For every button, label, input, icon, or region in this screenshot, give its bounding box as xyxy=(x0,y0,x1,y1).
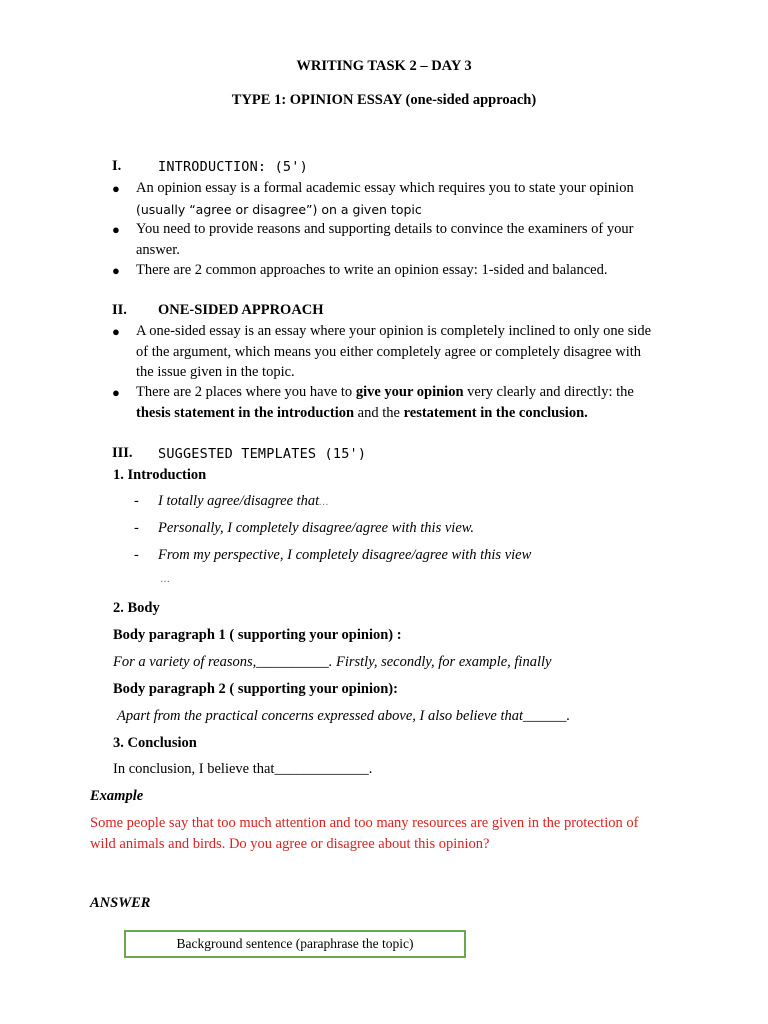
bullet-icon: ● xyxy=(112,222,120,237)
section-1-bullet-1-line-1: An opinion essay is a formal academic essay which requires you to state your opinion xyxy=(136,180,634,196)
section-1-bullet-2-line-2: answer. xyxy=(136,242,180,258)
dash-marker: - xyxy=(134,547,139,563)
section-1-bullet-3-line-1: There are 2 common approaches to write an opinion essay: 1-sided and balanced. xyxy=(136,262,608,278)
dash-marker: - xyxy=(134,520,139,536)
section-2-heading: ONE-SIDED APPROACH xyxy=(158,302,324,318)
template-intro-2: Personally, I completely disagree/agree with this view. xyxy=(158,520,474,536)
section-1-heading: INTRODUCTION: (5') xyxy=(158,159,308,175)
section-3-numeral: III. xyxy=(112,445,133,461)
body-paragraph-2-heading: Body paragraph 2 ( supporting your opinion): xyxy=(113,681,398,697)
dash-marker: - xyxy=(134,493,139,509)
section-1-bullet-1-line-2: (usually “agree or disagree”) on a given topic xyxy=(136,202,422,217)
body-heading: 2. Body xyxy=(113,600,160,616)
bullet-icon: ● xyxy=(112,385,120,400)
section-1-numeral: I. xyxy=(112,158,122,174)
section-2-bullet-2-line-1: There are 2 places where you have to give your opinion very clearly and directly: the xyxy=(136,384,634,400)
section-1-bullet-2-line-1: You need to provide reasons and supporting details to convince the examiners of your xyxy=(136,221,634,237)
example-prompt-line-1: Some people say that too much attention and too many resources are given in the protection of xyxy=(90,815,639,831)
body-paragraph-1-heading: Body paragraph 1 ( supporting your opinion) : xyxy=(113,627,402,643)
section-2-bullet-2-line-2: thesis statement in the introduction and the restatement in the conclusion. xyxy=(136,405,588,421)
background-sentence-box: Background sentence (paraphrase the topic) xyxy=(124,930,466,958)
conclusion-template: In conclusion, I believe that_____________. xyxy=(113,761,373,777)
template-intro-3: From my perspective, I completely disagree/agree with this view xyxy=(158,547,532,563)
example-label: Example xyxy=(90,788,144,804)
section-2-bullet-1-line-2: of the argument, which means you either completely agree or completely disagree with xyxy=(136,344,642,360)
bullet-icon: ● xyxy=(112,324,120,339)
template-intro-1: I totally agree/disagree that… xyxy=(158,493,329,509)
example-prompt-line-2: wild animals and birds. Do you agree or disagree about this opinion? xyxy=(90,836,490,852)
section-3-heading: SUGGESTED TEMPLATES (15') xyxy=(158,446,367,462)
template-intro-3-ellipsis: … xyxy=(160,574,170,585)
answer-label: ANSWER xyxy=(90,895,151,911)
section-2-numeral: II. xyxy=(112,302,127,318)
bullet-icon: ● xyxy=(112,181,120,196)
section-2-bullet-1-line-3: the issue given in the topic. xyxy=(136,364,295,380)
section-2-bullet-1-line-1: A one-sided essay is an essay where your opinion is completely inclined to only one side xyxy=(136,323,652,339)
body-paragraph-1-template: For a variety of reasons,__________. Firstly, secondly, for example, finally xyxy=(113,654,552,670)
conclusion-heading: 3. Conclusion xyxy=(113,735,197,751)
introduction-heading: 1. Introduction xyxy=(113,467,207,483)
document-title: WRITING TASK 2 – DAY 3 xyxy=(296,58,472,74)
bullet-icon: ● xyxy=(112,263,120,278)
body-paragraph-2-template: Apart from the practical concerns expressed above, I also believe that______. xyxy=(117,708,571,724)
document-subtitle: TYPE 1: OPINION ESSAY (one-sided approach) xyxy=(231,92,537,108)
